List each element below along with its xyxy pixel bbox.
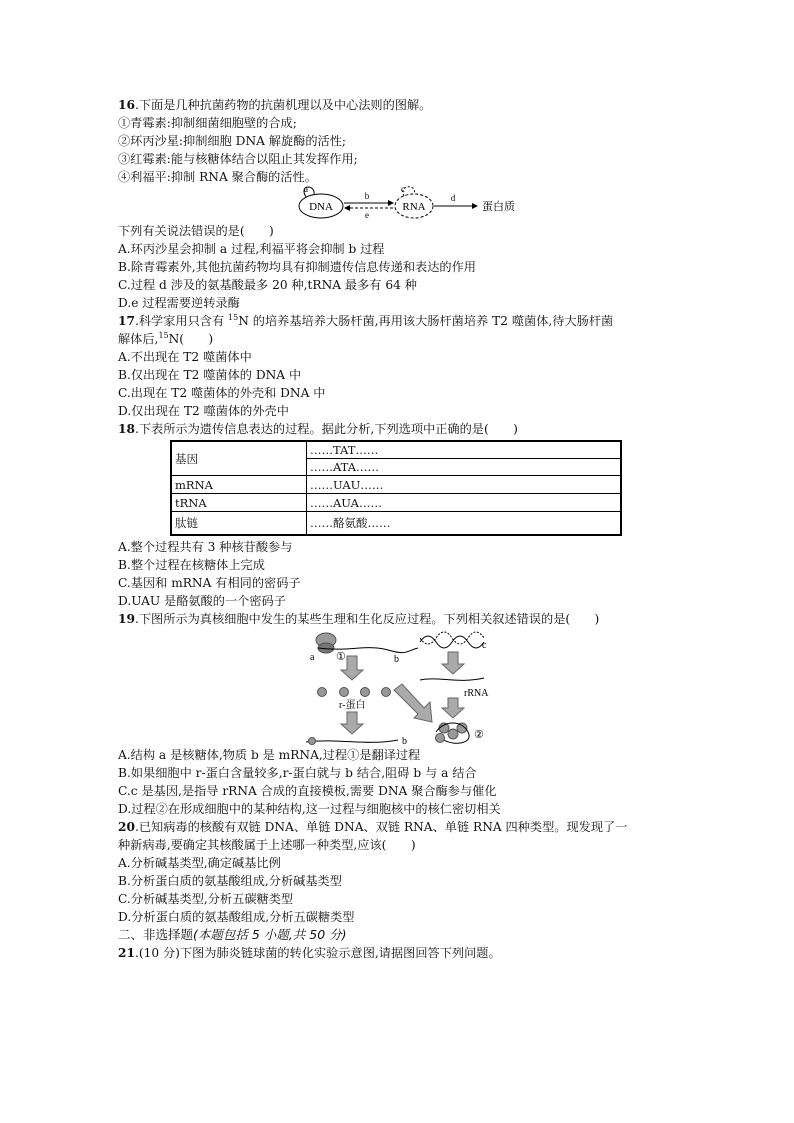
q19-number: 19 [118,612,135,626]
q16-option-a: A.环丙沙星会抑制 a 过程,利福平将会抑制 b 过程 [118,242,385,256]
q17-stem-line2 [118,330,688,348]
q17-stem-part1: .科学家用只含有 [134,314,229,328]
table-row-trna [171,494,621,512]
a-label: a [304,186,308,194]
q16-fact-3: ③红霉素:能与核糖体结合以阻止其发挥作用; [118,152,358,166]
q16-question: 下列有关说法错误的是( ) [118,224,274,238]
q18-stem [118,420,688,438]
peptide-value: ……酪氨酸…… [307,512,622,536]
q17-number: 17 [118,314,135,328]
bound-r-protein [309,738,316,745]
q18-number: 18 [118,422,135,436]
q20-stem-line1 [118,818,688,836]
gene-value [307,441,622,476]
assembly-protein [436,734,445,743]
q20-stem-text-1: .已知病毒的核酸有双链 DNA、单链 DNA、双链 RNA、单链 RNA 四种类型。现发现了一 [134,820,628,834]
q17-isotope-sup-2: 15 [158,331,169,340]
diagram-a-label: a [310,652,315,663]
q17-stem-part3: 解体后, [118,332,159,346]
c-label: c [401,186,405,194]
q16-stem-text: .下面是几种抗菌药物的抗菌机理以及中心法则的图解。 [134,98,432,112]
process-1-label: ① [336,651,346,663]
gene-bottom-strand: ……ATA…… [310,460,380,474]
trna-value: ……AUA…… [307,494,622,512]
q18-option-d: D.UAU 是酪氨酸的一个密码子 [118,594,286,608]
section-2-note: (本题包括 5 小题,共 50 分) [193,927,347,942]
section-2-heading [118,926,688,944]
q17-stem-part4: N( ) [168,332,214,346]
section-2-title: 二、非选择题 [118,927,194,942]
diagram-b-label-2: b [402,736,407,746]
q20-option-b: B.分析蛋白质的氨基酸组成,分析碱基类型 [118,874,342,888]
q19-stem [118,610,688,628]
r-protein-dot [318,688,327,697]
q20-option-d: D.分析蛋白质的氨基酸组成,分析五碳糖类型 [118,910,355,924]
q21-number: 21 [118,946,135,960]
q18-option-b: B.整个过程在核糖体上完成 [118,558,265,572]
protein-label: 蛋白质 [482,201,515,213]
q17-option-b: B.仅出现在 T2 噬菌体的 DNA 中 [118,368,302,382]
e-arrowhead [344,205,350,211]
gene-label: 基因 [171,441,307,476]
rrna-label: rRNA [464,688,489,699]
q18-stem-text: .下表所示为遗传信息表达的过程。据此分析,下列选项中正确的是( ) [134,422,518,436]
mrna-label: mRNA [171,476,307,494]
d-arrowhead [472,203,478,209]
q17-stem-line1 [118,312,688,330]
page-content [118,96,688,962]
q19-stem-text: .下图所示为真核细胞中发生的某些生理和生化反应过程。下列相关叙述错误的是( ) [134,612,600,626]
q19-option-d: D.过程②在形成细胞中的某种结构,这一过程与细胞核中的核仁密切相关 [118,802,501,816]
mrna-value: ……UAU…… [307,476,622,494]
q16-option-d: D.e 过程需要逆转录酶 [118,296,240,310]
q16-fact-2: ②环丙沙星:抑制细胞 DNA 解旋酶的活性; [118,134,347,148]
table-row-peptide [171,512,621,536]
rrna-strand [420,678,484,680]
trna-label: tRNA [171,494,307,512]
q17-stem-part2: N 的培养基培养大肠杆菌,再用该大肠杆菌培养 T2 噬菌体,待大肠杆菌 [238,314,614,328]
q16-number: 16 [118,98,135,112]
table-row-mrna [171,476,621,494]
central-dogma-diagram [118,186,688,222]
gene-top-strand: ……TAT…… [307,442,620,459]
diagram-b-label: b [394,654,399,665]
q20-option-c: C.分析碱基类型,分析五碳糖类型 [118,892,294,906]
q17-option-d: D.仅出现在 T2 噬菌体的外壳中 [118,404,289,418]
ribosome-diagram [118,628,688,746]
r-protein-dot [340,688,349,697]
diagonal-arrow [394,684,432,722]
b-arrowhead [388,200,394,206]
e-label: e [365,210,369,220]
q21-stem-text: .(10 分)下图为肺炎链球菌的转化实验示意图,请据图回答下列问题。 [134,946,501,960]
q16-option-c: C.过程 d 涉及的氨基酸最多 20 种,tRNA 最多有 64 种 [118,278,417,292]
bottom-strand-b [306,740,398,742]
q20-option-a: A.分析碱基类型,确定碱基比例 [118,856,281,870]
expression-table [170,440,622,536]
r-protein-dot [382,688,391,697]
q16-option-b: B.除青霉素外,其他抗菌药物均具有抑制遗传信息传递和表达的作用 [118,260,476,274]
q19-option-a: A.结构 a 是核糖体,物质 b 是 mRNA,过程①是翻译过程 [118,748,421,762]
q17-option-c: C.出现在 T2 噬菌体的外壳和 DNA 中 [118,386,326,400]
peptide-label: 肽链 [171,512,307,536]
dna-label: DNA [309,201,333,213]
rna-label: RNA [402,201,426,213]
assembly-protein [448,729,458,739]
q18-option-c: C.基因和 mRNA 有相同的密码子 [118,576,301,590]
dna-helix-strand-1 [420,636,484,648]
q21-stem [118,944,688,962]
r-protein-label: r-蛋白 [339,700,366,711]
q17-option-a: A.不出现在 T2 噬菌体中 [118,350,252,364]
q19-option-b: B.如果细胞中 r-蛋白含量较多,r-蛋白就与 b 结合,阻碍 b 与 a 结合 [118,766,477,780]
q19-option-c: C.c 是基因,是指导 rRNA 合成的直接模板,需要 DNA 聚合酶参与催化 [118,784,497,798]
q16-stem [118,96,688,114]
d-label: d [450,193,456,203]
b-label: b [364,191,370,201]
down-arrow-3 [442,652,464,674]
q18-option-a: A.整个过程共有 3 种核苷酸参与 [118,540,293,554]
q20-stem-line2: 种新病毒,要确定其核酸属于上述哪一种类型,应该( ) [118,838,416,852]
down-arrow-4 [442,698,464,718]
diagram-c-label: c [482,640,487,651]
process-2-label: ② [474,729,484,741]
table-row-gene [171,441,621,476]
q17-isotope-sup: 15 [228,313,239,322]
q16-fact-1: ①青霉素:抑制细菌细胞壁的合成; [118,116,297,130]
q20-number: 20 [118,820,135,834]
down-arrow-2 [341,712,363,734]
r-protein-dot [361,688,370,697]
q16-fact-4: ④利福平:抑制 RNA 聚合酶的活性。 [118,170,317,184]
